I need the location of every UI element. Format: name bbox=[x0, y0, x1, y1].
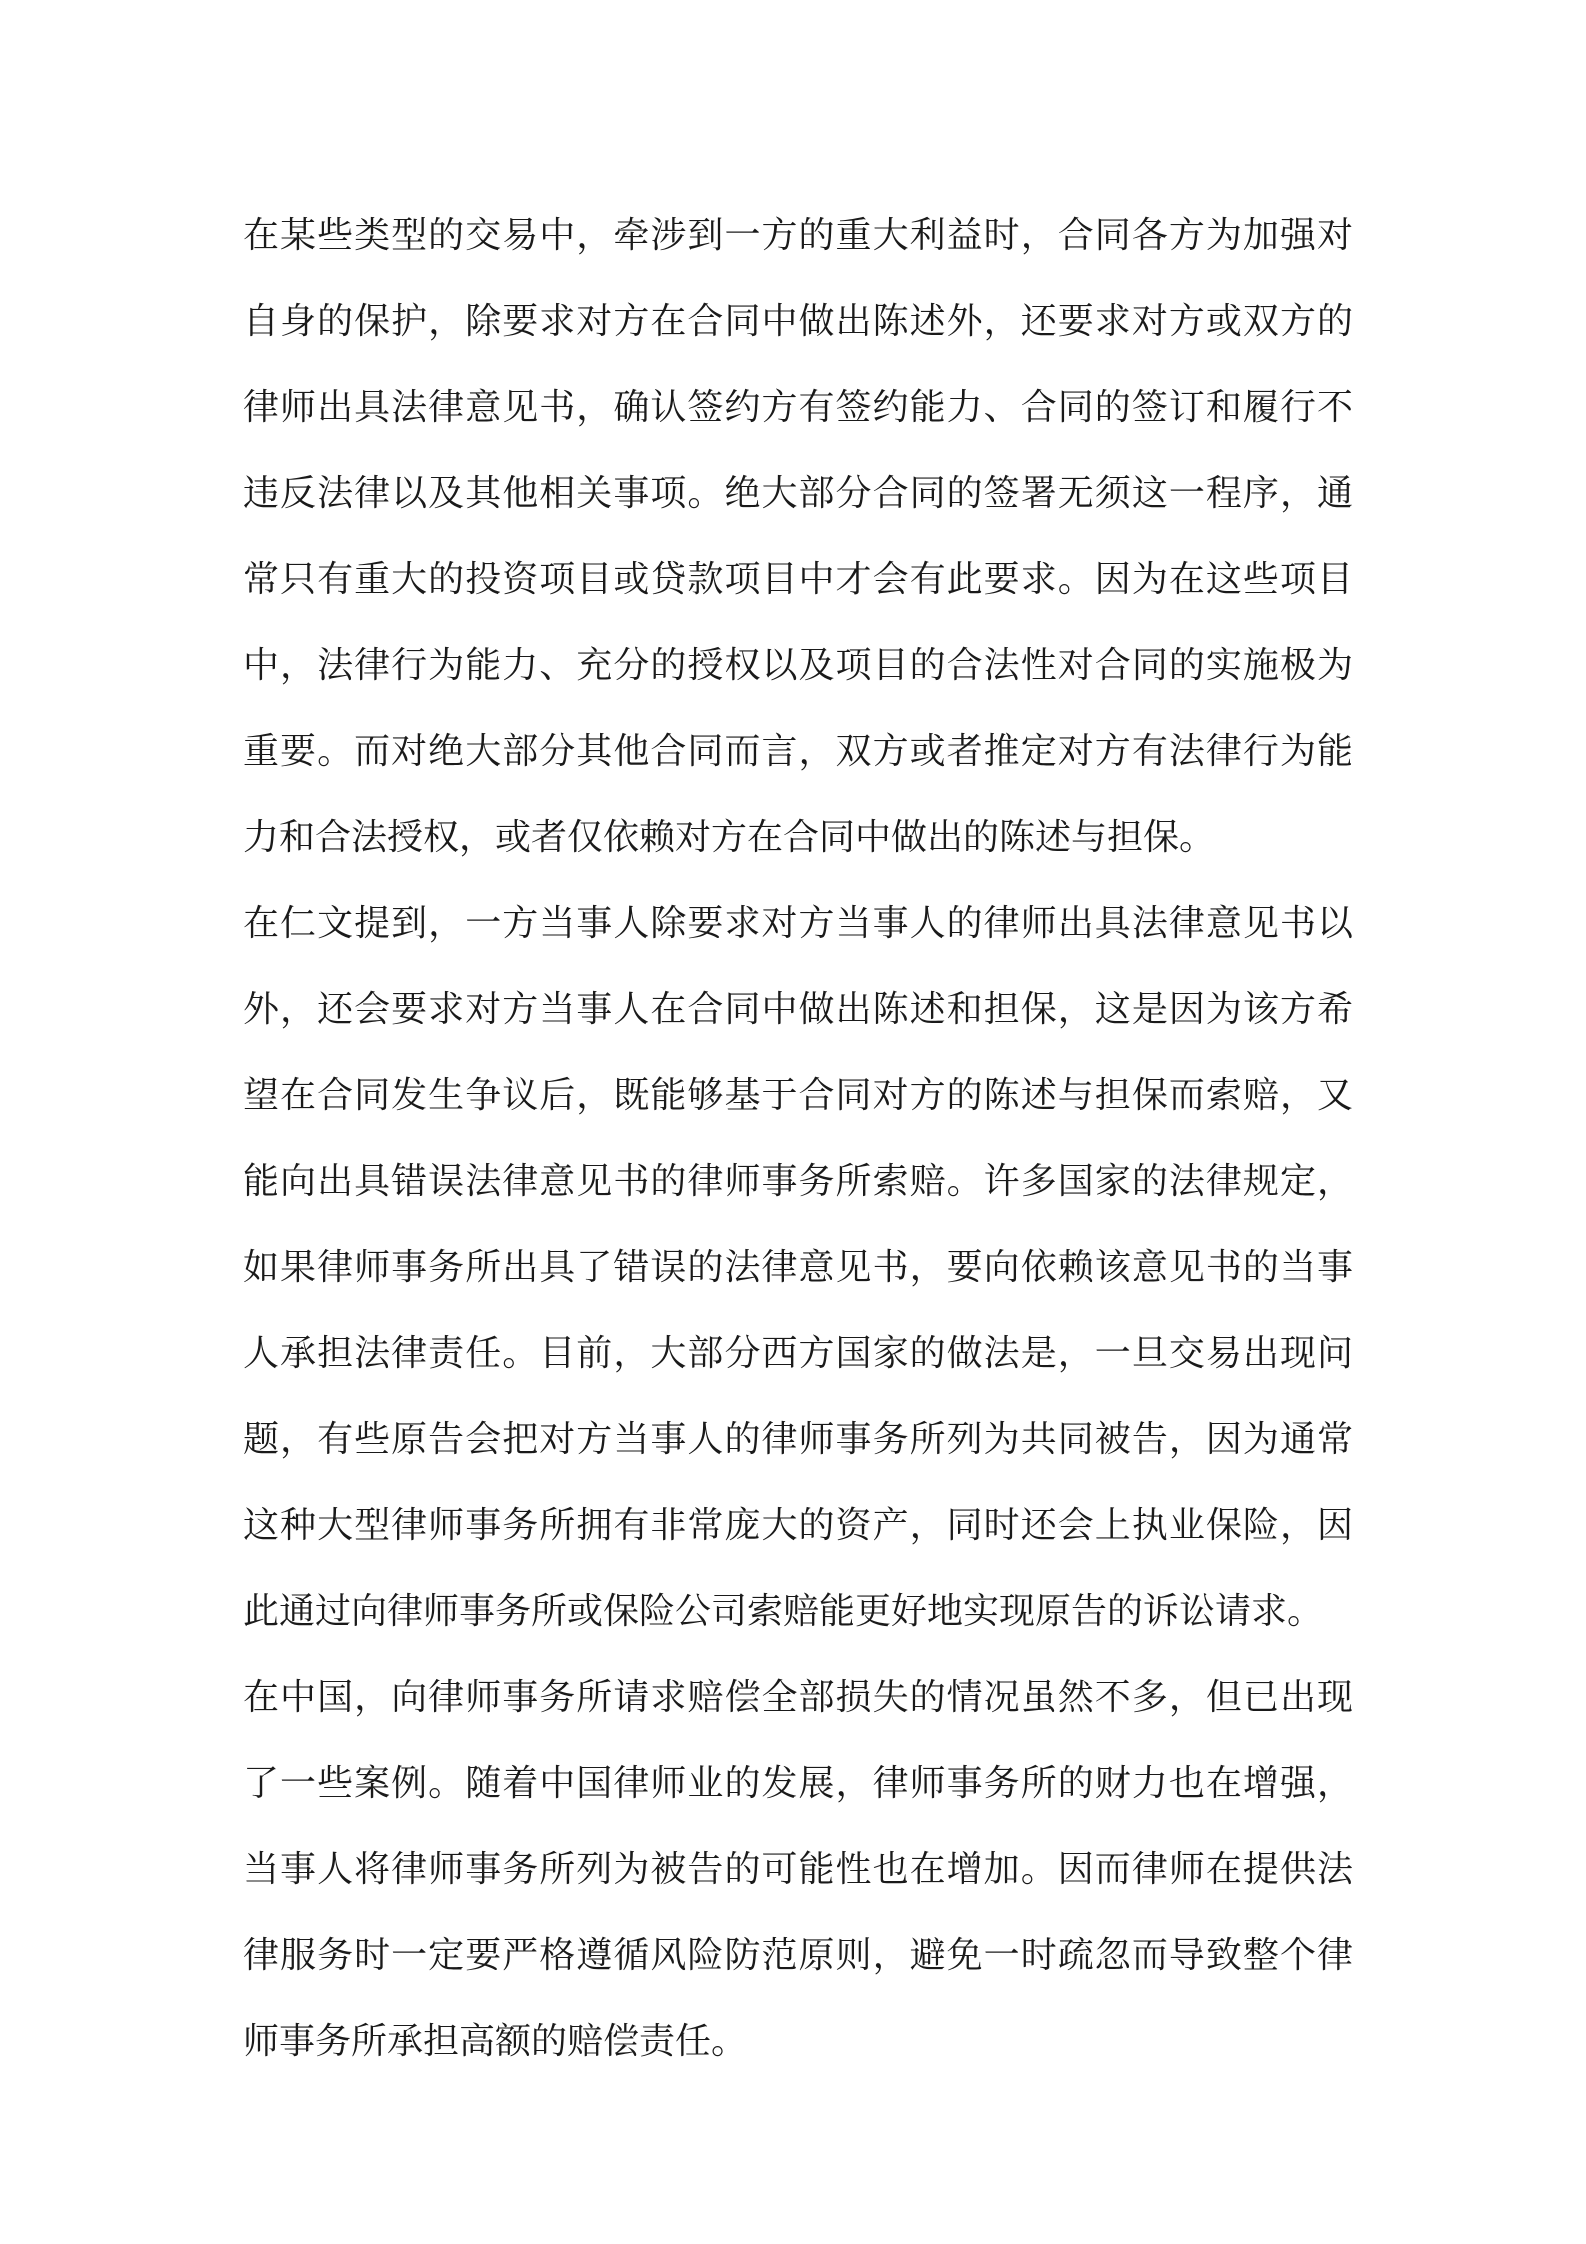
paragraph-1: 在某些类型的交易中，牵涉到一方的重大利益时，合同各方为加强对自身的保护，除要求对方在合同中做出陈述外，还要求对方或双方的律师出具法律意见书，确认签约方有签约能力、合同的签订和履行不违反法律以及其他相关事项。绝大部分合同的签署无须这一程序，通常只有重大的投资项目或贷款项目中才会有此要求。因为在这些项目中，法律行为能力、充分的授权以及项目的合法性对合同的实施极为重要。而对绝大部分其他合同而言，双方或者推定对方有法律行为能力和合法授权，或者仅依赖对方在合同中做出的陈述与担保。 bbox=[243, 215, 1353, 858]
document-body bbox=[243, 193, 1353, 2085]
paragraph-3: 在中国，向律师事务所请求赔偿全部损失的情况虽然不多，但已出现了一些案例。随着中国律师业的发展，律师事务所的财力也在增强，当事人将律师事务所列为被告的可能性也在增加。因而律师在提供法律服务时一定要严格遵循风险防范原则，避免一时疏忽而导致整个律师事务所承担高额的赔偿责任。 bbox=[243, 1677, 1353, 2062]
paragraph-2: 在仁文提到，一方当事人除要求对方当事人的律师出具法律意见书以外，还会要求对方当事人在合同中做出陈述和担保，这是因为该方希望在合同发生争议后，既能够基于合同对方的陈述与担保而索赔，又能向出具错误法律意见书的律师事务所索赔。许多国家的法律规定，如果律师事务所出具了错误的法律意见书，要向依赖该意见书的当事人承担法律责任。目前，大部分西方国家的做法是，一旦交易出现问题，有些原告会把对方当事人的律师事务所列为共同被告，因为通常这种大型律师事务所拥有非常庞大的资产，同时还会上执业保险，因此通过向律师事务所或保险公司索赔能更好地实现原告的诉讼请求。 bbox=[243, 903, 1353, 1632]
